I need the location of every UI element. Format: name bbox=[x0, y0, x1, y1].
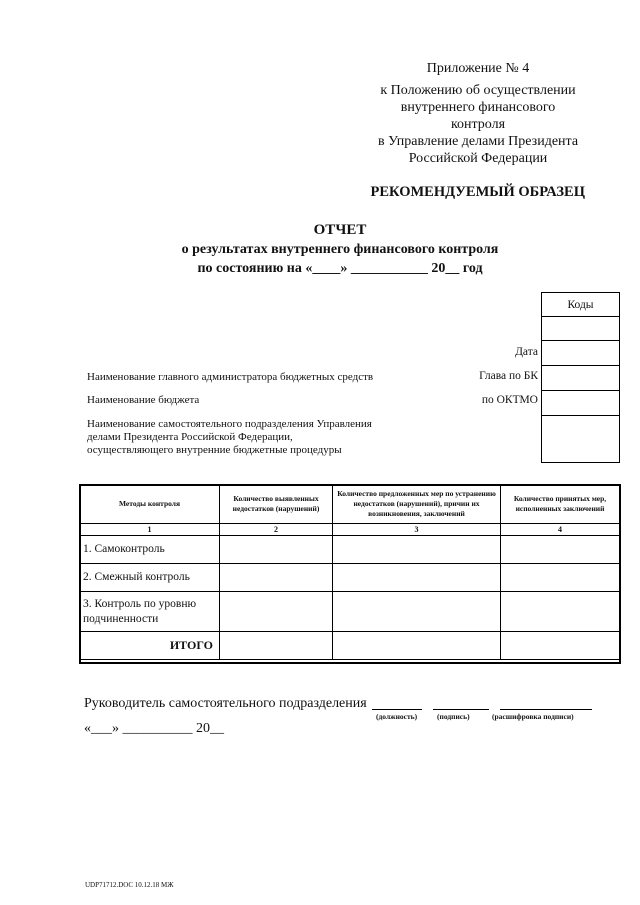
code-cell-bk[interactable] bbox=[542, 366, 620, 391]
date-label: Дата bbox=[515, 346, 538, 358]
oktmo-label: по ОКТМО bbox=[481, 394, 538, 406]
col-number-2: 2 bbox=[220, 524, 333, 536]
report-title: ОТЧЕТ bbox=[313, 222, 367, 238]
decoding-line[interactable] bbox=[500, 708, 592, 710]
budget-label: Наименование бюджета bbox=[87, 394, 200, 406]
subdivision-label-line-3: осуществляющего внутренние бюджетные процедуры bbox=[87, 444, 342, 456]
position-caption: (должность) bbox=[376, 712, 418, 721]
bk-label: Глава по БК bbox=[479, 370, 538, 382]
signature-line[interactable] bbox=[433, 708, 489, 710]
table-row bbox=[80, 564, 620, 592]
table-cell[interactable] bbox=[333, 632, 501, 660]
footer-document-code: UDP71712.DOC 10.12.18 МЖ bbox=[85, 881, 174, 889]
appendix-line-4: Российской Федерации bbox=[408, 151, 548, 166]
codes-header: Коды bbox=[542, 293, 620, 317]
row-label-subordination-control: 3. Контроль по уровню подчиненности bbox=[80, 592, 220, 632]
signature-date-line: «___» __________ 20__ bbox=[84, 721, 224, 736]
table-row bbox=[80, 592, 620, 632]
table-cell[interactable] bbox=[501, 564, 620, 592]
report-title-block bbox=[150, 221, 530, 278]
col-number-4: 4 bbox=[501, 524, 620, 536]
subdivision-label bbox=[87, 418, 372, 457]
appendix-line-3: в Управление делами Президента bbox=[377, 134, 579, 149]
col-number-1: 1 bbox=[80, 524, 220, 536]
report-subtitle: о результатах внутреннего финансового контроля bbox=[181, 242, 499, 257]
recommended-sample-label: РЕКОМЕНДУЕМЫЙ ОБРАЗЕЦ bbox=[370, 184, 585, 200]
appendix-header bbox=[372, 60, 584, 167]
table-cell[interactable] bbox=[220, 592, 333, 632]
table-cell[interactable] bbox=[333, 592, 501, 632]
code-cell-subdivision[interactable] bbox=[542, 416, 620, 463]
subdivision-label-line-2: делами Президента Российской Федерации, bbox=[87, 431, 293, 443]
table-cell[interactable] bbox=[501, 536, 620, 564]
appendix-line-2: внутреннего финансового контроля bbox=[400, 100, 556, 132]
header-accepted-measures: Количество принятых мер, исполненных заключений bbox=[501, 485, 620, 524]
header-proposed-measures: Количество предложенных мер по устранению недостатков (нарушений), причин их возникновения, заключений bbox=[333, 485, 501, 524]
administrator-label: Наименование главного администратора бюджетных средств bbox=[87, 371, 374, 383]
code-cell-oktmo[interactable] bbox=[542, 391, 620, 416]
appendix-title: Приложение № 4 bbox=[426, 61, 530, 76]
appendix-line-1: к Положению об осуществлении bbox=[380, 83, 576, 98]
report-date-line: по состоянию на «____» ___________ 20__ год bbox=[197, 261, 483, 276]
row-label-self-control: 1. Самоконтроль bbox=[80, 536, 220, 564]
table-cell[interactable] bbox=[501, 592, 620, 632]
table-cell[interactable] bbox=[333, 536, 501, 564]
total-row bbox=[80, 632, 620, 660]
control-results-table bbox=[79, 484, 620, 660]
code-cell-date[interactable] bbox=[542, 341, 620, 366]
table-cell[interactable] bbox=[333, 564, 501, 592]
header-methods: Методы контроля bbox=[80, 485, 220, 524]
signature-head-text: Руководитель самостоятельного подразделения bbox=[84, 696, 367, 711]
position-line[interactable] bbox=[372, 708, 422, 710]
row-label-adjacent-control: 2. Смежный контроль bbox=[80, 564, 220, 592]
codes-table bbox=[541, 292, 620, 463]
table-cell[interactable] bbox=[220, 536, 333, 564]
table-cell[interactable] bbox=[501, 632, 620, 660]
table-row bbox=[80, 536, 620, 564]
decoding-caption: (расшифровка подписи) bbox=[492, 712, 574, 721]
signature-caption: (подпись) bbox=[437, 712, 470, 721]
code-cell-blank bbox=[542, 317, 620, 341]
table-cell[interactable] bbox=[220, 632, 333, 660]
subdivision-label-line-1: Наименование самостоятельного подразделения Управления bbox=[87, 418, 372, 430]
total-label: ИТОГО bbox=[80, 632, 220, 660]
col-number-3: 3 bbox=[333, 524, 501, 536]
table-cell[interactable] bbox=[220, 564, 333, 592]
header-deficiencies: Количество выявленных недостатков (нарушений) bbox=[220, 485, 333, 524]
